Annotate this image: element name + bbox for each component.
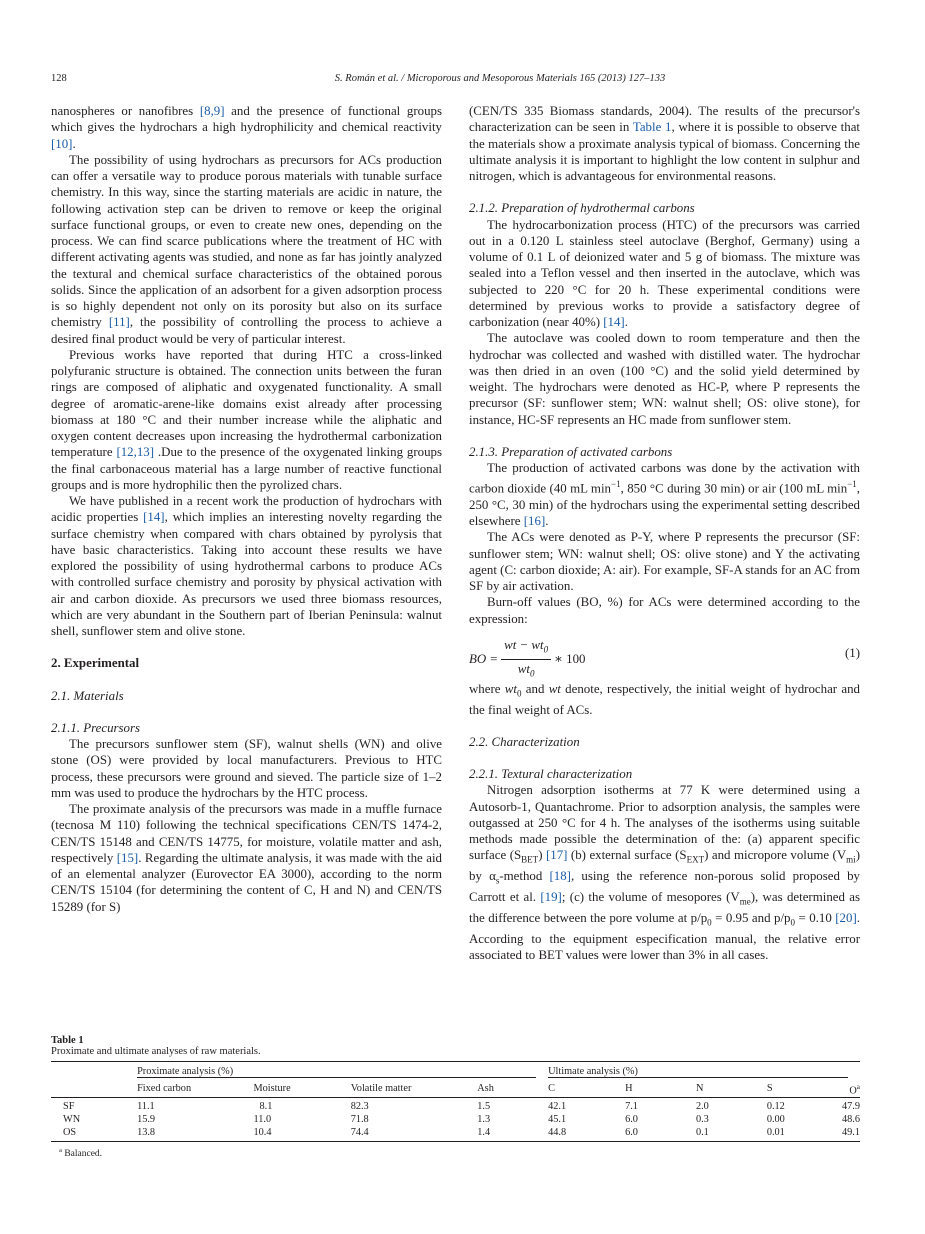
subscript: EXT [686, 854, 705, 865]
subsection-heading: 2.2. Characterization [469, 734, 580, 749]
footnote-mark: a [856, 1083, 860, 1091]
text-run: , the possibility of controlling the process to achieve a desired final product would be very of particular interest. [51, 315, 443, 346]
table-header-row [51, 1079, 860, 1098]
paragraph [51, 801, 442, 915]
text-run: denote, respectively, the initial weight of hydrochar and the final weight of ACs. [469, 681, 860, 717]
paragraph [51, 152, 442, 347]
paragraph: The ACs were denoted as P-Y, where P represents the precursor (SF: sunflower stem; WN: walnut shell; OS: olive stone) and Y the activating agent (C: carbon dioxide; A: air). For example, SF-A stands for an AC from SF by air activation. [469, 530, 860, 594]
paragraph [469, 782, 860, 963]
table-row [51, 1098, 860, 1114]
table-cell: 44.8 [548, 1126, 625, 1142]
table-cell: 48.6 [841, 1114, 860, 1126]
table-cell: 10.4 [254, 1126, 351, 1142]
table-row [51, 1126, 860, 1142]
group-header-proximate [137, 1062, 548, 1080]
subscript: BET [521, 854, 539, 865]
text-run: wt [517, 661, 530, 676]
text-run: Previous works have reported that during HTC a cross-linked polyfuranic structure is obtained. The connection units between the furan rings are composed of aliphatic and oxygenated functionality. A small degree of aromatic-arene-like domains exist already after processing biomass at 180 °C and their number increase while the aliphatic and oxygen content decreases upon increasing the hydrothermal carbonization temperature [51, 347, 442, 460]
citation-link[interactable]: [19] [540, 890, 562, 905]
subscript: 0 [707, 917, 712, 928]
column-header: Ash [477, 1083, 494, 1094]
table-cell: 6.0 [625, 1114, 638, 1126]
table-cell: 11.0 [253, 1114, 272, 1126]
right-column [469, 103, 860, 963]
paragraph: Burn-off values (BO, %) for ACs were determined according to the expression: [469, 595, 860, 626]
table-cell: 71.8 [350, 1114, 369, 1126]
subscript: mi [846, 854, 856, 865]
table-cell: 6.0 [625, 1126, 696, 1142]
citation-link[interactable]: [11] [108, 315, 130, 330]
text-run: ) and micropore volume (V [704, 848, 847, 863]
fraction-numerator [501, 637, 551, 660]
citation-link[interactable]: [20] [835, 910, 857, 925]
table-cell: 7.1 [625, 1098, 696, 1114]
math-var: wt [548, 681, 561, 696]
table-cell: 49.1 [824, 1126, 861, 1142]
group-label: Ultimate analysis (%) [548, 1063, 848, 1078]
equation-lhs: BO = [469, 652, 499, 666]
subscript: 0 [516, 688, 522, 699]
equation-number: (1) [844, 645, 860, 660]
text-run: (CEN/TS 335 Biomass standards, 2004). The results of the precursor's characterization can be seen in [469, 104, 860, 135]
text-run: The proximate analysis of the precursors was made in a muffle furnace (tecnosa M 110) following the technical specifications CEN/TS 1474-2, CEN/TS 15148 and CEN/TS 14775, for moisture, volatile matter and ash, respectively [51, 802, 442, 865]
subscript: me [739, 896, 751, 907]
text-run: wt − wt [504, 637, 544, 652]
paragraph: The autoclave was cooled down to room temperature and then the hydrochar was collected and washed with distilled water. The hydrochar was then dried in an oven (100 °C) and the solid yield determined by weight. The hydrochars were denoted as HC-P, where P represents the precursor (SF: sunflower stem; WN: walnut shell; OS: olive stone), for instance, HC-SF represents an HC made from sunflower stem. [469, 331, 860, 427]
paragraph: The precursors sunflower stem (SF), walnut shells (WN) and olive stone (OS) were provided by local manufacturers. Previous to HTC process, these precursors were ground and sieved. The particle size of 1–2 mm was used to produce the hydrochars by the HTC process. [51, 737, 442, 800]
table-link[interactable]: Table 1 [632, 120, 672, 135]
table-cell: 1.5 [477, 1098, 548, 1114]
table-cell: 45.1 [548, 1114, 567, 1126]
subscript: 0 [790, 917, 795, 928]
column-header: S [766, 1083, 773, 1094]
citation-link[interactable]: [16] [523, 514, 546, 529]
subsection-heading: 2.1. Materials [51, 688, 124, 703]
subsubsection-heading: 2.1.3. Preparation of activated carbons [469, 444, 673, 459]
text-run: , using the reference non-porous solid proposed by Carrott et al. [469, 869, 860, 905]
text-run: , which implies an interesting novelty regarding the surface chemistry when compared with chars obtained by pyrolysis that have basic characteristics. Taking into account these results we have explored the possibility of using hydrothermal carbons to produce ACs with controlled surface chemistry and porosity by physical activation with air and carbon dioxide. As precursors we used three biomass resources, which are very abundant in the Southern part of Iberian Peninsula: walnut shell, sunflower stem and olive stone. [51, 510, 442, 638]
text-run: The production of activated carbons was done by the activation with carbon dioxide (40 mL min [469, 461, 860, 496]
paragraph [469, 681, 860, 718]
table-cell: 0.00 [766, 1114, 785, 1126]
paragraph-continued [51, 103, 442, 152]
text-run: , 250 °C, 30 min) of the hydrochars using the experimental setting described elsewhere [469, 481, 860, 529]
column-header: C [548, 1083, 555, 1094]
table-cell: 11.1 [137, 1098, 253, 1114]
column-header [824, 1079, 861, 1098]
paragraph [469, 217, 860, 331]
citation-link[interactable]: [8,9] [199, 104, 225, 118]
subsubsection-heading: 2.2.1. Textural characterization [469, 767, 633, 782]
text-run: , where it is possible to observe that the materials show a proximate analysis typical of biomass. Concerning the ultimate analysis it is important to highlight the low content in sulphur and nitrogen, which is advantageous for environmental reasons. [469, 120, 860, 183]
table-cell: 74.4 [351, 1126, 478, 1142]
text-run: . According to the equipment especification manual, the relative error associated to BET values were lower than 3% in all cases. [469, 910, 860, 962]
fraction-denominator [515, 660, 538, 682]
table-caption: Proximate and ultimate analyses of raw materials. [51, 1046, 261, 1057]
text-run: ) by α [469, 848, 860, 884]
citation-link[interactable]: [12,13] [116, 445, 155, 460]
table-cell: 8.1 [254, 1098, 351, 1114]
spacer [469, 750, 860, 766]
table-cell: 1.3 [477, 1114, 491, 1126]
spacer [51, 672, 442, 688]
page-number: 128 [51, 73, 67, 84]
table-cell: 15.9 [137, 1114, 156, 1126]
text-run: nanospheres or nanofibres [51, 104, 200, 118]
math-var: wt [504, 681, 517, 696]
table-cell: 82.3 [351, 1098, 478, 1114]
citation-link[interactable]: [14] [143, 510, 165, 525]
text-run: ) [538, 848, 546, 863]
table-cell: 13.8 [137, 1126, 253, 1142]
spacer [469, 184, 860, 200]
text-run: -method [499, 869, 550, 884]
text-run: The hydrocarbonization process (HTC) of the precursors was carried out in a 0.120 L stainless steel autoclave (Berghof, Germany) using a volume of 0.1 L of deionized water and 5 g of biomass. The mixture was sealed into a Teflon vessel and then inserted in the autoclave, which was subjected to 220 °C for 20 h. These experimental conditions were determined by previous works to provide a satisfactory degree of carbonization (near 40%) [469, 217, 860, 329]
group-label: Proximate analysis (%) [137, 1063, 536, 1078]
text-run: = 0.10 [795, 910, 836, 925]
fraction [501, 637, 551, 682]
table-footnote [51, 1147, 860, 1159]
subscript: s [495, 875, 500, 886]
table-cell: 0.3 [695, 1114, 709, 1126]
text-run: = 0.95 and p/p [711, 910, 791, 925]
column-header-text: O [849, 1085, 857, 1097]
left-column [51, 103, 442, 915]
footnote-text: Balanced. [64, 1149, 103, 1160]
column-header: H [625, 1083, 633, 1094]
text-run: Nitrogen adsorption isotherms at 77 K were determined using a Autosorb-1, Quantachrome. Prior to adsorption analysis, the samples were outgassed at 250 °C for 4 h. The analyses of the isotherms using suitable methods made possible the determination of the: (a) apparent specific surface (S [469, 783, 860, 863]
table-cell: 0.01 [767, 1126, 824, 1142]
column-header: Volatile matter [350, 1083, 412, 1094]
paragraph [51, 347, 442, 493]
text-run: . [72, 136, 76, 151]
text-run: and the presence of functional groups which gives the hydrochars a high hydrophilicity and chemical reactivity [51, 104, 442, 135]
text-run: .Due to the presence of the oxygenated linking groups the final carbonaceous material has a large number of reactive functional groups and is more hydrophilic then the pyrolized chars. [51, 445, 442, 492]
row-label: OS [51, 1126, 137, 1142]
data-table [51, 1061, 860, 1142]
table-cell: 1.4 [477, 1126, 548, 1142]
citation-link[interactable]: [14] [603, 315, 625, 329]
citation-link[interactable]: [17] [545, 848, 568, 863]
citation-link[interactable]: [15] [116, 850, 139, 865]
text-run: We have published in a recent work the production of hydrochars with acidic properties [51, 494, 442, 525]
column-header: Moisture [253, 1083, 291, 1094]
paragraph-continued [469, 103, 860, 184]
table-cell: 42.1 [548, 1098, 625, 1114]
table-cell: 0.1 [696, 1126, 767, 1142]
equation [469, 633, 860, 679]
subsubsection-heading: 2.1.1. Precursors [51, 720, 141, 735]
table-cell: 0.12 [767, 1098, 824, 1114]
empty-cell [51, 1079, 137, 1098]
text-run: . [624, 315, 628, 329]
superscript: −1 [847, 479, 857, 490]
text-run: ; (c) the volume of mesopores (V [561, 890, 740, 905]
text-run: (b) external surface (S [567, 848, 687, 863]
running-head: S. Román et al. / Microporous and Mesoporous Materials 165 (2013) 127–133 [334, 73, 666, 84]
paragraph [51, 493, 442, 639]
footnote-mark: a [59, 1147, 62, 1155]
paragraph [469, 460, 860, 529]
spacer [51, 704, 442, 720]
table-group-header-row [51, 1062, 860, 1080]
subscript: 0 [543, 644, 549, 655]
equation-rhs: ∗ 100 [554, 652, 586, 666]
citation-link[interactable]: [18] [549, 869, 571, 884]
spacer [51, 639, 442, 655]
column-header: N [695, 1083, 704, 1094]
table-cell: 47.9 [824, 1098, 861, 1114]
table-label: Table 1 [51, 1035, 84, 1046]
spacer [469, 718, 860, 734]
table-cell: 2.0 [696, 1098, 767, 1114]
section-heading: 2. Experimental [51, 656, 140, 671]
citation-link[interactable]: [10] [51, 136, 73, 151]
table-1 [51, 1035, 860, 1160]
group-header-ultimate [548, 1062, 860, 1080]
subscript: 0 [529, 668, 535, 679]
text-run: . [545, 514, 549, 529]
row-label: WN [63, 1114, 81, 1126]
empty-cell [51, 1062, 137, 1080]
column-header: Fixed carbon [137, 1083, 192, 1094]
text-run: . Regarding the ultimate analysis, it was made with the aid of an elemental analyzer (Eurovector EA 3000), according to the norm CEN/TS 15104 (for determining the content of C, H and N) and CEN/TS 15289 (for S) [51, 850, 442, 914]
equation-body [469, 637, 585, 682]
text-run: ), was determined as the difference between the pore volume at p/p [469, 890, 861, 925]
spacer [469, 428, 860, 444]
text-run: The possibility of using hydrochars as precursors for ACs production can offer a versatile way to produce porous materials with tunable surface chemistry. In this way, since the starting materials are acidic in nature, the following activation step can be driven to remove or keep the original surface functional groups, or even to create new ones, depending on the process. We can find scarce publications where the treatment of HC with different activating agents was studied, and none as far has jointly analyzed the textural and chemical surface characteristics of the obtained porous solids. Since the application of an adsorbent for a given adsorption process is so highly dependent not only on its porosity but also on its surface chemistry [51, 152, 442, 330]
superscript: −1 [610, 479, 621, 490]
text-run: where [469, 681, 505, 696]
row-label: SF [51, 1098, 137, 1114]
text-run: , 850 °C during 30 min) or air (100 mL min [620, 481, 848, 496]
table-row [51, 1113, 860, 1126]
text-run: and [521, 681, 549, 696]
subsubsection-heading: 2.1.2. Preparation of hydrothermal carbons [469, 201, 695, 216]
